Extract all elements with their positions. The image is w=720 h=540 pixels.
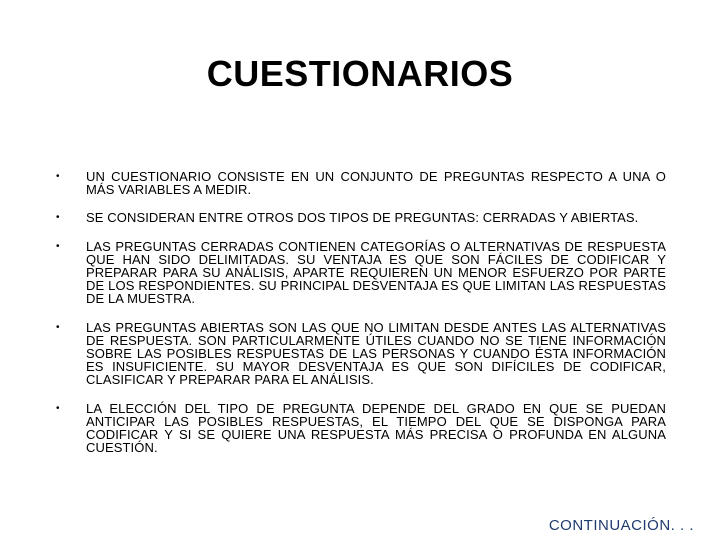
bullet-item [52,402,666,455]
bullet-icon: • [56,240,60,252]
bullet-icon: • [56,171,60,182]
bullet-list [52,170,666,469]
bullet-text: UN CUESTIONARIO CONSISTE EN UN CONJUNTO DE PREGUNTAS RESPECTO A UNA O MÁS VARIABLES A MEDIR. [86,169,666,198]
bullet-text: LAS PREGUNTAS ABIERTAS SON LAS QUE NO LIMITAN DESDE ANTES LAS ALTERNATIVAS DE RESPUESTA. SON PARTICULARMENTE ÚTILES CUANDO NO SE TIENE INFORMACIÓN SOBRE LAS POSIBLES RESPUESTAS DE LAS PERSONAS Y CUANDO ÉSTA INFORMACIÓN ES INSUFICIENTE. SU MAYOR DESVENTAJA ES QUE SON DIFÍCILES DE CODIFICAR, CLASIFICAR Y PREPARAR PARA EL ANÁLISIS. [86,319,666,388]
bullet-text: LAS PREGUNTAS CERRADAS CONTIENEN CATEGORÍAS O ALTERNATIVAS DE RESPUESTA QUE HAN SIDO DELIMITADAS. SU VENTAJA ES QUE SON FÁCILES DE CODIFICAR Y PREPARAR PARA SU ANÁLISIS, APARTE REQUIEREN UN MENOR ESFUERZO POR PARTE DE LOS RESPONDIENTES. SU PRINCIPAL DESVENTAJA ES QUE LIMITAN LAS RESPUESTAS DE LA MUESTRA. [86,238,666,307]
bullet-icon: • [56,402,60,414]
bullet-icon: • [56,212,60,224]
slide-title: CUESTIONARIOS [206,53,514,94]
bullet-item [52,211,666,224]
bullet-item [52,240,666,306]
bullet-icon: • [56,321,60,333]
bullet-text: LA ELECCIÓN DEL TIPO DE PREGUNTA DEPENDE DEL GRADO EN QUE SE PUEDAN ANTICIPAR LAS POSIBLES RESPUESTAS, EL TIEMPO DEL QUE SE DISPONGA PARA CODIFICAR Y SI SE QUIERE UNA RESPUESTA MÁS PRECISA O PROFUNDA EN ALGUNA CUESTIÓN. [86,400,666,456]
continuation-link[interactable]: CONTINUACIÓN. . . [548,517,694,534]
bullet-text: SE CONSIDERAN ENTRE OTROS DOS TIPOS DE PREGUNTAS: CERRADAS Y ABIERTAS. [86,210,639,226]
bullet-item [52,321,666,387]
bullet-item [52,170,666,196]
